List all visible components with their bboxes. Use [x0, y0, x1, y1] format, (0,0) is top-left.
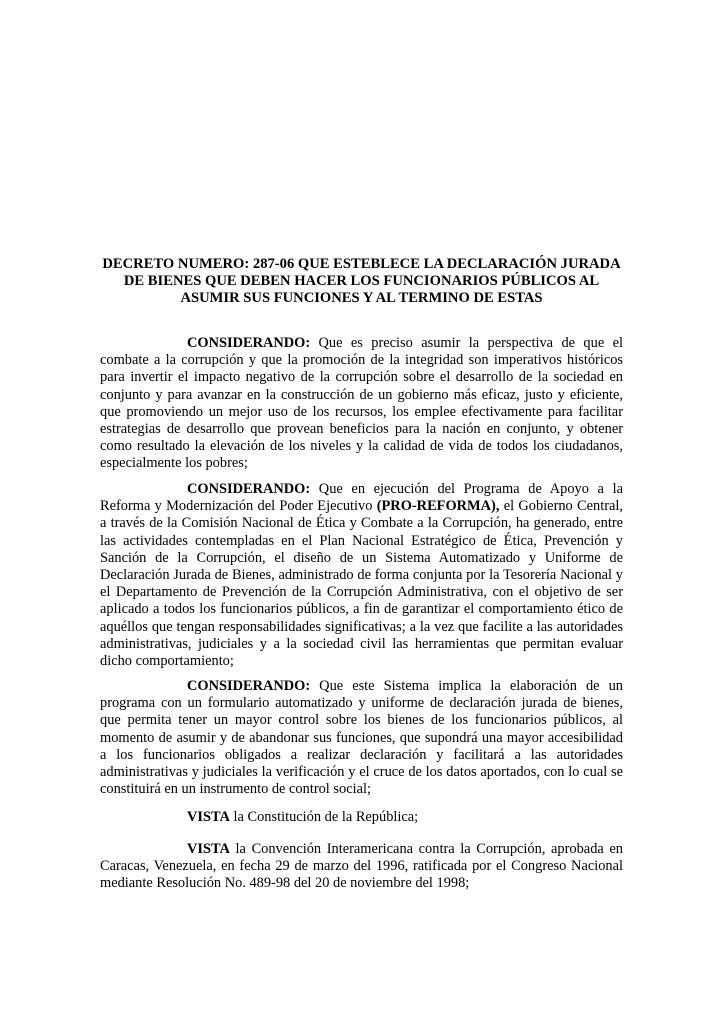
considerando-paragraph-2: [100, 481, 623, 670]
vista-paragraph-2: [100, 841, 623, 893]
paragraph-text: la Constitución de la República;: [229, 809, 419, 825]
considerando-label: CONSIDERANDO:: [187, 678, 311, 694]
decree-title: DECRETO NUMERO: 287-06 QUE ESTEBLECE LA DECLARACIÓN JURADA DE BIENES QUE DEBEN HACER LOS FUNCIONARIOS PÚBLICOS AL ASUMIR SUS FUNCIONES Y AL TERMINO DE ESTAS: [102, 256, 621, 306]
pro-reforma-label: (PRO-REFORMA),: [376, 498, 500, 515]
paragraph-text: Que es preciso asumir la perspectiva de que el combate a la corrupción y que la promoción de la integridad son imperativos históricos para invertir el impacto negativo de la corrupción sobre el desarrollo de la sociedad en conjunto y para avanzar en la construcción de un gobierno más eficaz, justo y eficiente, que promoviendo un mejor uso de los recursos, los emplee efectivamente para facilitar estrategias de desarrollo que provean beneficios para la nación en conjunto, y obtener como resultado la elevación de los niveles y la calidad de vida de todos los ciudadanos, especialmente los pobres;: [100, 335, 623, 472]
considerando-label: CONSIDERANDO:: [187, 335, 311, 351]
considerando-label: CONSIDERANDO:: [187, 481, 311, 497]
paragraph-text: Que en ejecución del Programa de Apoyo a la Reforma y Modernización del Poder Ejecutivo: [100, 481, 623, 515]
vista-label: VISTA: [187, 809, 230, 825]
vista-paragraph-1: [100, 809, 623, 826]
paragraph-text: el Gobierno Central, a través de la Comisión Nacional de Ética y Combate a la Corrupción, ha generado, entre las actividades contempladas en el Plan Nacional Estratégico de Ética, Prevención y Sanción de la Corrupción, el diseño de un Sistema Automatizado y Uniforme de Declaración Jurada de Bienes, administrado de forma conjunta por la Tesorería Nacional y el Departamento de Prevención de la Corrupción Administrativa, con el objetivo de ser aplicado a todos los funcionarios públicos, a fin de garantizar el comportamiento ético de aquéllos que tengan responsabilidades significativas; a la vez que facilite a las autoridades administrativas, judiciales y a la sociedad civil las herramientas que permitan evaluar dicho comportamiento;: [100, 498, 623, 670]
vista-label: VISTA: [187, 841, 230, 857]
considerando-paragraph-3: [100, 678, 623, 798]
paragraph-text: Que este Sistema implica la elaboración de un programa con un formulario automatizado y uniforme de declaración jurada de bienes, que permita tener un mayor control sobre los bienes de los funcionarios públicos, al momento de asumir y de abandonar sus funciones, que supondrá una mayor accesibilidad a los funcionarios obligados a realizar declaración y facilitará a las autoridades administrativas y judiciales la verificación y el cruce de los datos aportados, con lo cual se constituirá en un instrumento de control social;: [100, 678, 623, 798]
paragraph-text: la Convención Interamericana contra la Corrupción, aprobada en Caracas, Venezuela, en fecha 29 de marzo del 1996, ratificada por el Congreso Nacional mediante Resolución No. 489-98 del 20 de noviembre del 1998;: [100, 841, 623, 892]
considerando-paragraph-1: [100, 335, 623, 473]
